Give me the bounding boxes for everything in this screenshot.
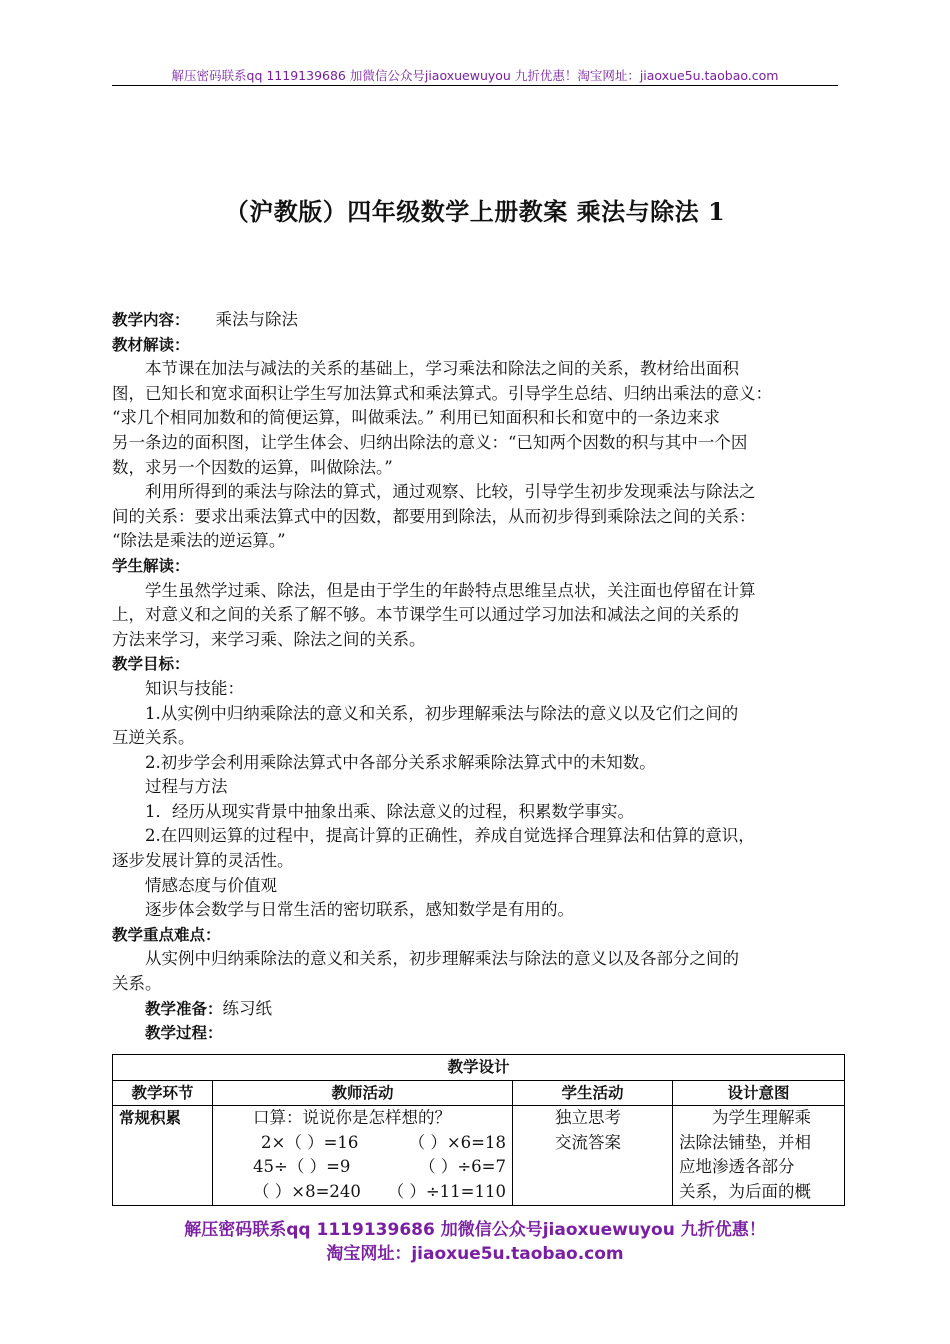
calc-item: （ ）÷6=7 bbox=[419, 1157, 506, 1177]
header-stage: 教学环节 bbox=[113, 1080, 213, 1106]
preparation-label: 教学准备： bbox=[145, 999, 223, 1018]
process-heading: 过程与方法 bbox=[145, 777, 228, 797]
table-row bbox=[113, 1106, 845, 1205]
knowledge-item2: 2.初步学会利用乘除法算式中各部分关系求解乘除法算式中的未知数。 bbox=[145, 752, 656, 772]
goals-label: 教学目标： bbox=[112, 655, 190, 674]
material-para2-line3: “除法是乘法的逆运算。” bbox=[112, 531, 286, 551]
material-para1-line1: 本节课在加法与减法的关系的基础上，学习乘法和除法之间的关系，教材给出面积 bbox=[145, 359, 739, 379]
student-activity-line2: 交流答案 bbox=[555, 1132, 621, 1152]
footer-line2: 淘宝网址：jiaoxue5u.taobao.com bbox=[326, 1244, 624, 1264]
intent-line3: 应地渗透各部分 bbox=[679, 1157, 795, 1177]
content-line bbox=[112, 308, 838, 333]
student-para-line2: 上，对意义和之间的关系了解不够。本节课学生可以通过学习加法和减法之间的关系的 bbox=[112, 605, 739, 625]
process-item2-line2: 逐步发展计算的灵活性。 bbox=[112, 851, 294, 871]
material-para1-line4: 另一条边的面积图，让学生体会、归纳出除法的意义：“已知两个因数的积与其中一个因 bbox=[112, 432, 748, 452]
lesson-design-table bbox=[112, 1054, 845, 1206]
student-para-line3: 方法来学习，来学习乘、除法之间的关系。 bbox=[112, 629, 426, 649]
teacher-cell bbox=[213, 1106, 513, 1205]
intent-cell bbox=[673, 1106, 845, 1205]
calc-row-3 bbox=[219, 1180, 506, 1205]
student-cell bbox=[513, 1106, 673, 1205]
calc-item: 2×（ ）=16 bbox=[261, 1132, 359, 1152]
preparation-value: 练习纸 bbox=[222, 998, 273, 1018]
calc-item: 45÷（ ）=9 bbox=[253, 1157, 351, 1177]
intent-line4: 关系，为后面的概 bbox=[679, 1181, 811, 1201]
student-para-line1: 学生虽然学过乘、除法，但是由于学生的年龄特点思维呈点状，关注面也停留在计算 bbox=[145, 580, 756, 600]
header-divider bbox=[112, 85, 838, 86]
footer-line1: 解压密码联系qq 1119139686 加微信公众号jiaoxuewuyou 九折优惠！ bbox=[184, 1220, 766, 1240]
calc-item: （ ）×6=18 bbox=[408, 1132, 506, 1152]
content-value: 乘法与除法 bbox=[215, 310, 299, 329]
page-title: （沪教版）四年级数学上册教案 乘法与除法 1 bbox=[224, 197, 726, 226]
header-teacher: 教师活动 bbox=[213, 1080, 513, 1106]
material-para2-line1: 利用所得到的乘法与除法的算式，通过观察、比较，引导学生初步发现乘法与除法之 bbox=[145, 482, 756, 502]
knowledge-item1-line1: 1.从实例中归纳乘除法的意义和关系，初步理解乘法与除法的意义以及它们之间的 bbox=[145, 703, 739, 723]
student-label: 学生解读： bbox=[112, 556, 190, 575]
process-item1: 1．经历从现实背景中抽象出乘、除法意义的过程，积累数学事实。 bbox=[145, 801, 634, 821]
material-para2-line2: 间的关系：要求出乘法算式中的因数，都要用到除法，从而初步得到乘除法之间的关系： bbox=[112, 506, 756, 526]
emotion-heading: 情感态度与价值观 bbox=[145, 875, 277, 895]
material-label: 教材解读： bbox=[112, 335, 190, 354]
teacher-intro: 口算：说说你是怎样想的？ bbox=[253, 1108, 451, 1128]
knowledge-heading: 知识与技能： bbox=[145, 678, 244, 698]
process-item2-line1: 2.在四则运算的过程中，提高计算的正确性，养成自觉选择合理算法和估算的意识， bbox=[145, 826, 755, 846]
document-body bbox=[112, 308, 838, 1046]
knowledge-item1-line2: 互逆关系。 bbox=[112, 728, 195, 748]
header-intent: 设计意图 bbox=[673, 1080, 845, 1106]
intent-line1: 为学生理解乘 bbox=[712, 1108, 811, 1128]
material-para1-line2: 图，已知长和宽求面积让学生写加法算式和乘法算式。引导学生总结、归纳出乘法的意义： bbox=[112, 383, 772, 403]
preparation-line bbox=[112, 997, 838, 1022]
footer-watermark-note bbox=[112, 1218, 838, 1266]
process-label: 教学过程： bbox=[145, 1024, 223, 1043]
student-activity-line1: 独立思考 bbox=[555, 1108, 621, 1128]
key-points-line2: 关系。 bbox=[112, 974, 162, 994]
table-caption: 教学设计 bbox=[113, 1055, 845, 1081]
key-points-label: 教学重点难点： bbox=[112, 925, 221, 944]
calc-item: （ ）×8=240 bbox=[253, 1181, 361, 1201]
content-label: 教学内容： bbox=[112, 311, 190, 329]
key-points-line1: 从实例中归纳乘除法的意义和关系，初步理解乘法与除法的意义以及各部分之间的 bbox=[145, 949, 739, 969]
emotion-item1: 逐步体会数学与日常生活的密切联系，感知数学是有用的。 bbox=[145, 900, 574, 920]
calc-row-1 bbox=[219, 1131, 506, 1156]
table-header-row bbox=[113, 1080, 845, 1106]
material-para1-line5: 数，求另一个因数的运算，叫做除法。” bbox=[112, 457, 393, 477]
calc-item: （ ）÷11=110 bbox=[387, 1181, 506, 1201]
calc-row-2 bbox=[219, 1155, 506, 1180]
table-caption-row bbox=[113, 1055, 845, 1081]
material-para1-line3: “求几个相同加数和的简便运算，叫做乘法。” 利用已知面积和长和宽中的一条边来求 bbox=[112, 408, 720, 428]
stage-cell: 常规积累 bbox=[113, 1106, 213, 1205]
intent-line2: 法除法铺垫，并相 bbox=[679, 1132, 811, 1152]
header-watermark-note: 解压密码联系qq 1119139686 加微信公众号jiaoxuewuyou 九折优惠！淘宝网址：jiaoxue5u.taobao.com bbox=[171, 68, 779, 83]
header-student: 学生活动 bbox=[513, 1080, 673, 1106]
